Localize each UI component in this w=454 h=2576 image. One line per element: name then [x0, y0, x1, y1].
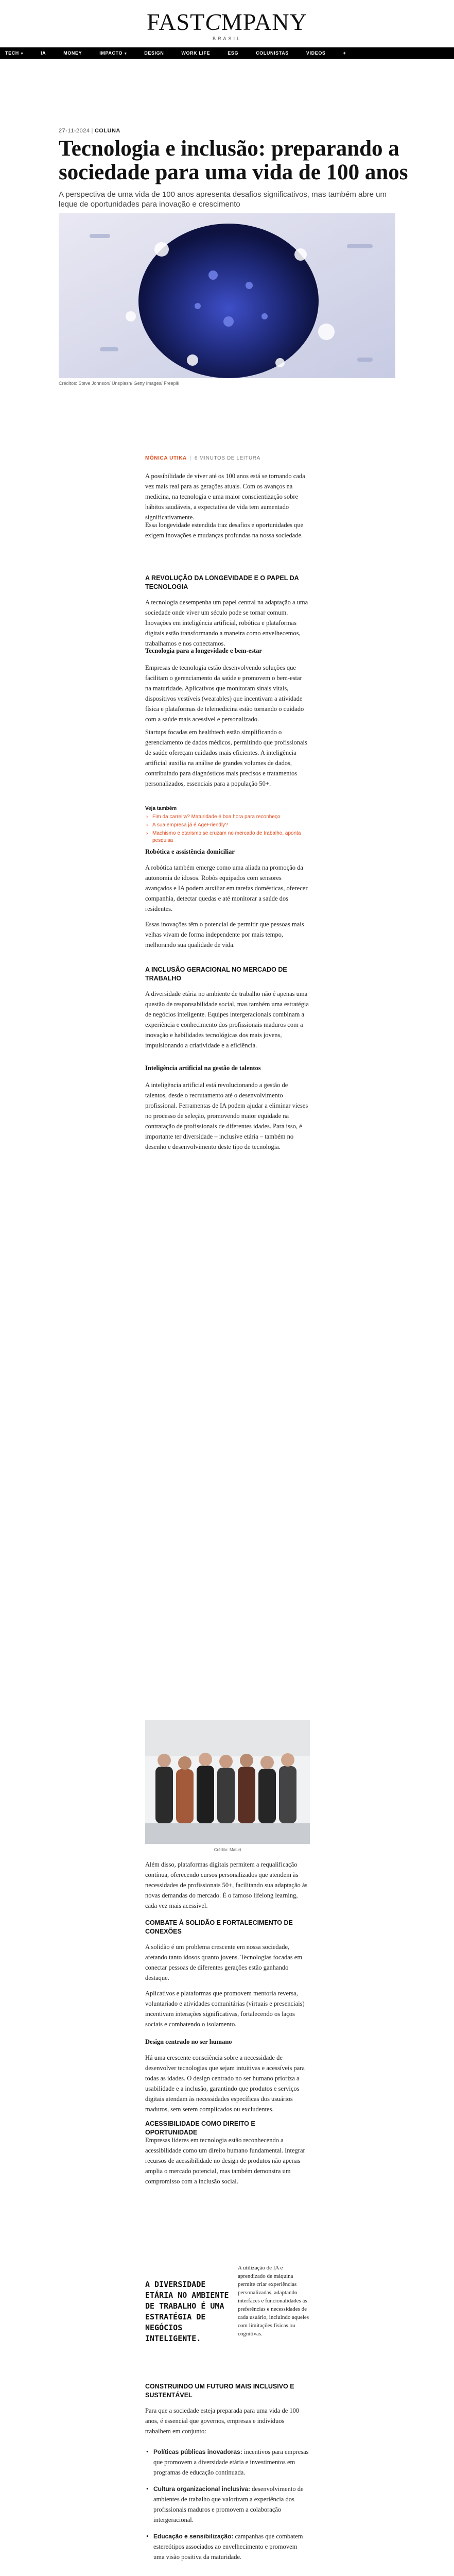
- logo-bar: [0, 0, 454, 47]
- hero-image: [59, 213, 395, 378]
- nav-label: DESIGN: [144, 50, 164, 56]
- paragraph: Empresas líderes em tecnologia estão reconhecendo a acessibilidade como um direito humano fundamental. Integrar recursos de acessibilidade no design de produtos não apenas amplia o mercado potencial, mas também demonstra um compromisso com a inclusão social.: [145, 2137, 305, 2185]
- section-heading: A REVOLUÇÃO DA LONGEVIDADE E O PAPEL DA TECNOLOGIA: [145, 574, 299, 590]
- paragraph: A diversidade etária no ambiente de trabalho não é apenas uma questão de responsabilidade social, mas também uma estratégia de negócios inteligente. Equipes intergeracionais combinam a experiência e conhecimento dos profissionais maduros com a inovação e habilidades tecnológicas dos mais jovens, impulsionando a criatividade e a eficiência.: [145, 990, 309, 1049]
- see-also-link[interactable]: › Machismo e etarismo se cruzam no mercado de trabalho, aponta pesquisa: [145, 830, 310, 844]
- nav-label: WORK LIFE: [181, 50, 211, 56]
- nav-label: IMPACTO: [99, 50, 123, 56]
- list-item-title: Cultura organizacional inclusiva:: [153, 2485, 251, 2493]
- nav-label: ESG: [228, 50, 239, 56]
- list-item-text: campanhas que combatem estereótipos associados ao envelhecimento e promovem uma visão positiva da maturidade.: [153, 2533, 303, 2561]
- section-heading: A INCLUSÃO GERACIONAL NO MERCADO DE TRABALHO: [145, 966, 287, 982]
- read-time: 6 MINUTOS DE LEITURA: [194, 455, 260, 461]
- see-also-label: Veja também: [145, 806, 177, 811]
- see-also-link[interactable]: › Fim da carreira? Maturidade é boa hora para reconheço: [145, 814, 310, 821]
- list-item-text: desenvolvimento de ambientes de trabalho que valorizam a experiência dos profissionais maduros e promovem a colaboração intergeracional.: [153, 2485, 304, 2523]
- paragraph: A robótica também emerge como uma aliada na promoção da autonomia de idosos. Robôs equipados com sensores avançados e IA podem auxiliar em tarefas domésticas, oferecer companhia, detectar quedas e até monitorar a saúde dos residentes.: [145, 864, 308, 912]
- author-link[interactable]: MÔNICA UTIKA: [145, 455, 187, 461]
- list-item-text: incentivos para empresas que promovem a diversidade etária e investimentos em programas de educação continuada.: [153, 2448, 309, 2476]
- list-item: [145, 2484, 310, 2525]
- see-also-link[interactable]: › A sua empresa já é AgeFriendly?: [145, 822, 310, 829]
- byline: MÔNICA UTIKA | 6 MINUTOS DE LEITURA: [145, 455, 260, 461]
- hero-illustration: [59, 213, 395, 378]
- paragraph: Empresas de tecnologia estão desenvolvendo soluções que facilitam o gerenciamento da saúde e promovem o bem-estar na maturidade. Aplicativos que monitoram sinais vitais, dispositivos vestíveis (wearables) que incentivam a atividade física e plataformas de telemedicina estão tornando o cuidado com a saúde mais acessível e personalizado.: [145, 664, 304, 723]
- site-logo[interactable]: [0, 8, 454, 36]
- list-item-title: Educação e sensibilização:: [153, 2533, 234, 2540]
- nav-label: COLUNISTAS: [256, 50, 289, 56]
- article-deck: A perspectiva de uma vida de 100 anos apresenta desafios significativos, mas também abre um leque de oportunidades para inovação e crescimento: [59, 190, 387, 209]
- nav-item-esg[interactable]: [228, 50, 238, 56]
- paragraph: Aplicativos e plataformas que promovem mentoria reversa, voluntariado e atividades comunitárias (virtuais e presenciais) incentivam interações significativas, fortalecendo os laços sociais e combatendo o isolamento.: [145, 1990, 305, 2028]
- paragraph: A utilização de IA e aprendizado de máquina permite criar experiências personalizadas, adaptando interfaces e funcionalidades às preferências e necessidades de cada usuário, incluindo aqueles com limitações físicas ou cognitivas.: [238, 2265, 309, 2337]
- pull-quote: A DIVERSIDADE ETÁRIA NO AMBIENTE DE TRABALHO É UMA ESTRATÉGIA DE NEGÓCIOS INTELIGENTE.: [145, 2280, 229, 2343]
- subheading: Design centrado no ser humano: [145, 2038, 232, 2045]
- nav-item-ia[interactable]: [41, 50, 46, 56]
- section-heading: ACESSIBILIDADE COMO DIREITO E OPORTUNIDADE: [145, 2120, 255, 2136]
- nav-item-colunistas[interactable]: [256, 50, 289, 56]
- logo-mpany: MPANY: [221, 9, 307, 35]
- chevron-down-icon: ▾: [21, 52, 24, 56]
- nav-item-videos[interactable]: [306, 50, 326, 56]
- paragraph: Startups focadas em healthtech estão simplificando o gerenciamento de dados médicos, permitindo que profissionais de saúde ofereçam cuidados mais eficientes. A inteligência artificial auxilia na análise de grandes volumes de dados, contribuindo para diagnósticos mais precisos e tratamentos personalizados, essenciais para a população 50+.: [145, 728, 307, 787]
- page-title: Tecnologia e inclusão: preparando a sociedade para uma vida de 100 anos: [59, 137, 408, 184]
- paragraph: A inteligência artificial está revolucionando a gestão de talentos, desde o recrutamento até o desenvolvimento profissional. Ferramentas de IA podem ajudar a eliminar vieses no processo de seleção, promovendo maior equidade na contratação de profissionais de diferentes idades. Para isso, é importante ter diversidade – inclusive etária – também no desenho e desenvolvimento deste tipo de tecnologia.: [145, 1081, 308, 1150]
- paragraph: Além disso, plataformas digitais permitem a requalificação contínua, oferecendo cursos personalizados que atendem às necessidades de profissionais 50+, facilitando sua adaptação às novas demandas do mercado. É o famoso lifelong learning, cada vez mais acessível.: [145, 1861, 308, 1909]
- hero-caption: Créditos: Steve Johnson/ Unsplash/ Getty Images/ Freepik: [59, 381, 180, 386]
- list-item: [145, 2447, 310, 2478]
- nav-label: IA: [41, 50, 46, 56]
- article-meta: 27-11-2024 | COLUNA: [59, 128, 120, 134]
- bullet-list: [145, 2447, 310, 2568]
- site-header: [0, 0, 454, 59]
- nav-item-tech[interactable]: [5, 50, 23, 56]
- article-date: 27-11-2024: [59, 128, 90, 134]
- nav-item-money[interactable]: [63, 50, 82, 56]
- nav-label: VIDEOS: [306, 50, 326, 56]
- subheading: Tecnologia para a longevidade e bem-estar: [145, 647, 262, 654]
- chevron-down-icon: ▾: [125, 52, 127, 56]
- photo-caption: Crédito: Maturi: [214, 1848, 241, 1852]
- nav-item-work-life[interactable]: [181, 50, 210, 56]
- subheading: Inteligência artificial na gestão de talentos: [145, 1064, 261, 1072]
- paragraph: Essas inovações têm o potencial de permitir que pessoas mais velhas vivam de forma independente por mais tempo, melhorando sua qualidade de vida.: [145, 921, 304, 948]
- paragraph: A possibilidade de viver até os 100 anos está se tornando cada vez mais real para as gerações atuais. Com os avanços na medicina, na tecnologia e uma maior conscientização sobre hábitos saudáveis, a expectativa de vida tem aumentado significativamente.: [145, 472, 305, 521]
- team-photo-illustration: [145, 1720, 310, 1844]
- paragraph: Essa longevidade estendida traz desafios e oportunidades que exigem inovações e mudanças profundas na nossa sociedade.: [145, 521, 304, 539]
- see-also-box: [145, 806, 310, 845]
- article-category[interactable]: COLUNA: [94, 128, 120, 134]
- nav-label: TECH: [5, 50, 19, 56]
- subheading: Robótica e assistência domiciliar: [145, 848, 235, 855]
- logo-fast: FAST: [147, 9, 205, 35]
- paragraph: Para que a sociedade esteja preparada para uma vida de 100 anos, é essencial que governos, empresas e indivíduos trabalhem em conjunto:: [145, 2407, 300, 2435]
- nav-item-design[interactable]: [144, 50, 164, 56]
- paragraph: Há uma crescente consciência sobre a necessidade de desenvolver tecnologias que sejam intuitivas e acessíveis para todas as idades. O design centrado no ser humano prioriza a usabilidade e a inclusão, garantindo que produtos e serviços digitais atendam às necessidades específicas dos usuários maduros, sem serem complicados ou excludentes.: [145, 2054, 305, 2113]
- nav-item-impacto[interactable]: [99, 50, 127, 56]
- section-heading: CONSTRUINDO UM FUTURO MAIS INCLUSIVO E SUSTENTÁVEL: [145, 2383, 294, 2399]
- paragraph: A solidão é um problema crescente em nossa sociedade, afetando tanto idosos quanto jovens. Tecnologias focadas em conectar pessoas de diferentes gerações estão ganhando destaque.: [145, 1943, 303, 1981]
- paragraph: A tecnologia desempenha um papel central na adaptação a uma sociedade onde viver um século pode se tornar comum. Inovações em inteligência artificial, robótica e plataformas digitais estão transformando a maneira como envelhecemos, trabalhamos e nos conectamos.: [145, 599, 308, 647]
- team-photo: [145, 1720, 310, 1844]
- logo-subtitle: BRASIL: [212, 36, 241, 41]
- logo-amp: C: [205, 9, 221, 35]
- main-nav: [0, 47, 454, 59]
- section-heading: COMBATE À SOLIDÃO E FORTALECIMENTO DE CONEXÕES: [145, 1919, 293, 1935]
- list-item-title: Políticas públicas inovadoras:: [153, 2448, 242, 2455]
- nav-label: MONEY: [63, 50, 82, 56]
- nav-more-button[interactable]: +: [343, 50, 346, 56]
- list-item: [145, 2531, 310, 2562]
